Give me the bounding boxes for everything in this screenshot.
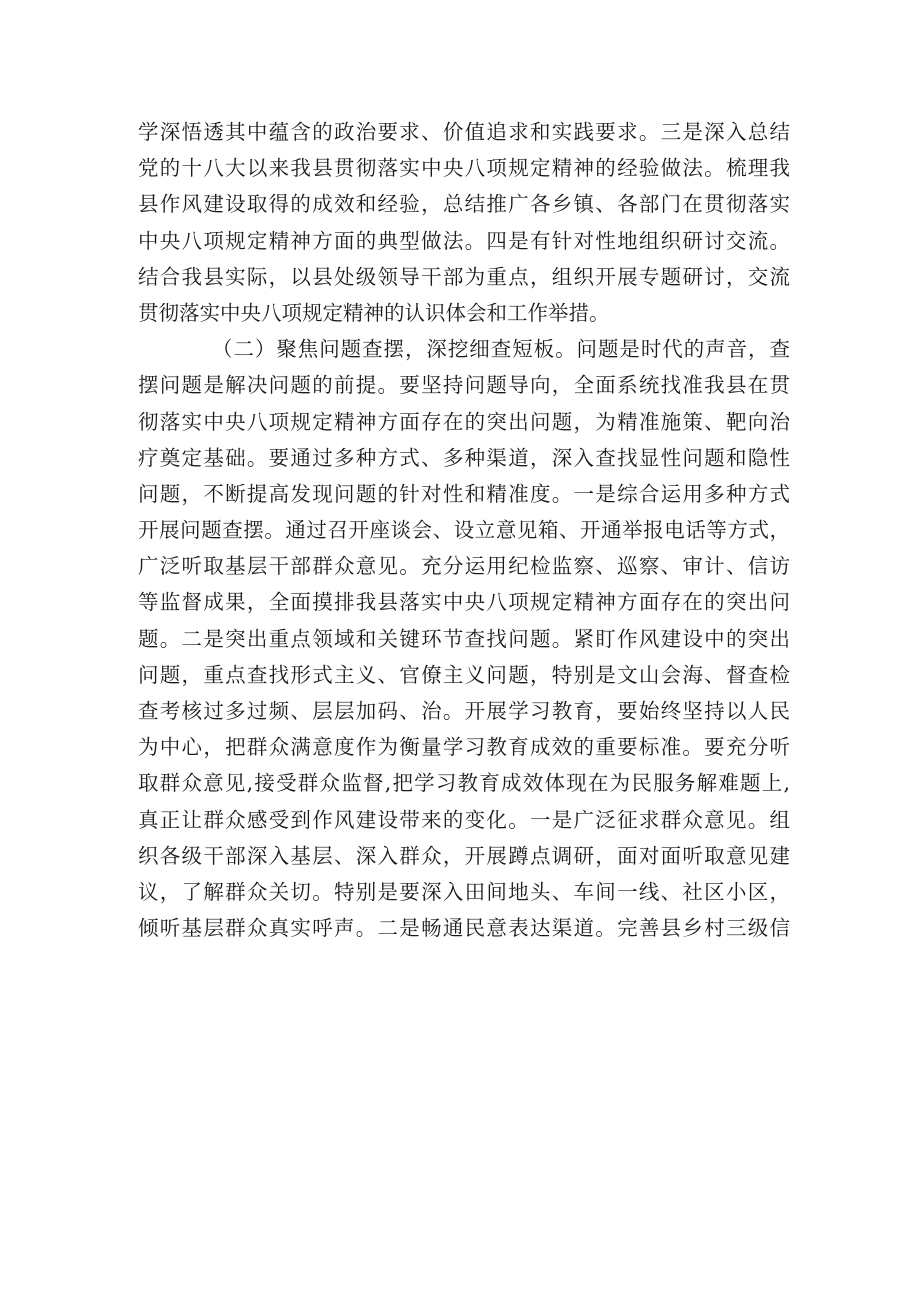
text-line: 倾听基层群众真实呼声。二是畅通民意表达渠道。完善县乡村三级信 bbox=[138, 916, 790, 941]
text-line: 学深悟透其中蕴含的政治要求、价值追求和实践要求。三是深入总结 bbox=[138, 120, 790, 144]
text-line: 彻落实中央八项规定精神方面存在的突出问题，为精准施策、靶向治 bbox=[138, 409, 790, 434]
text-line: 题。二是突出重点领域和关键环节查找问题。紧盯作风建设中的突出 bbox=[138, 626, 790, 651]
text-line: 结合我县实际，以县处级领导干部为重点，组织开展专题研讨，交流 bbox=[138, 264, 790, 289]
text-line: 贯彻落实中央八项规定精神的认识体会和工作举措。 bbox=[138, 300, 610, 325]
text-line: 开展问题查摆。通过召开座谈会、设立意见箱、开通举报电话等方式， bbox=[138, 518, 790, 543]
text-line: 广泛听取基层干部群众意见。充分运用纪检监察、巡察、审计、信访 bbox=[138, 554, 790, 579]
text-line: 疗奠定基础。要通过多种方式、多种渠道，深入查找显性问题和隐性 bbox=[138, 445, 790, 470]
text-line: （二）聚焦问题查摆，深挖细查短板。问题是时代的声音，查 bbox=[212, 337, 790, 362]
text-line: 摆问题是解决问题的前提。要坚持问题导向，全面系统找准我县在贯 bbox=[138, 373, 790, 398]
text-line: 中央八项规定精神方面的典型做法。四是有针对性地组织研讨交流。 bbox=[138, 228, 790, 253]
text-line: 织各级干部深入基层、深入群众，开展蹲点调研，面对面听取意见建 bbox=[138, 843, 790, 868]
text-line: 问题，重点查找形式主义、官僚主义问题，特别是文山会海、督查检 bbox=[138, 662, 790, 687]
text-line: 问题，不断提高发现问题的针对性和精准度。一是综合运用多种方式 bbox=[138, 481, 790, 506]
text-line: 等监督成果，全面摸排我县落实中央八项规定精神方面存在的突出问 bbox=[138, 590, 790, 615]
text-line: 县作风建设取得的成效和经验，总结推广各乡镇、各部门在贯彻落实 bbox=[138, 192, 790, 217]
text-line: 党的十八大以来我县贯彻落实中央八项规定精神的经验做法。梳理我 bbox=[138, 156, 790, 181]
text-line: 真正让群众感受到作风建设带来的变化。一是广泛征求群众意见。组 bbox=[138, 807, 790, 832]
text-line: 查考核过多过频、层层加码、治。开展学习教育，要始终坚持以人民 bbox=[138, 699, 790, 723]
body-text bbox=[138, 114, 790, 946]
text-line: 取群众意见,接受群众监督,把学习教育成效体现在为民服务解难题上, bbox=[138, 771, 790, 796]
text-line: 议，了解群众关切。特别是要深入田间地头、车间一线、社区小区， bbox=[138, 879, 790, 904]
text-line: 为中心，把群众满意度作为衡量学习教育成效的重要标准。要充分听 bbox=[138, 735, 790, 760]
